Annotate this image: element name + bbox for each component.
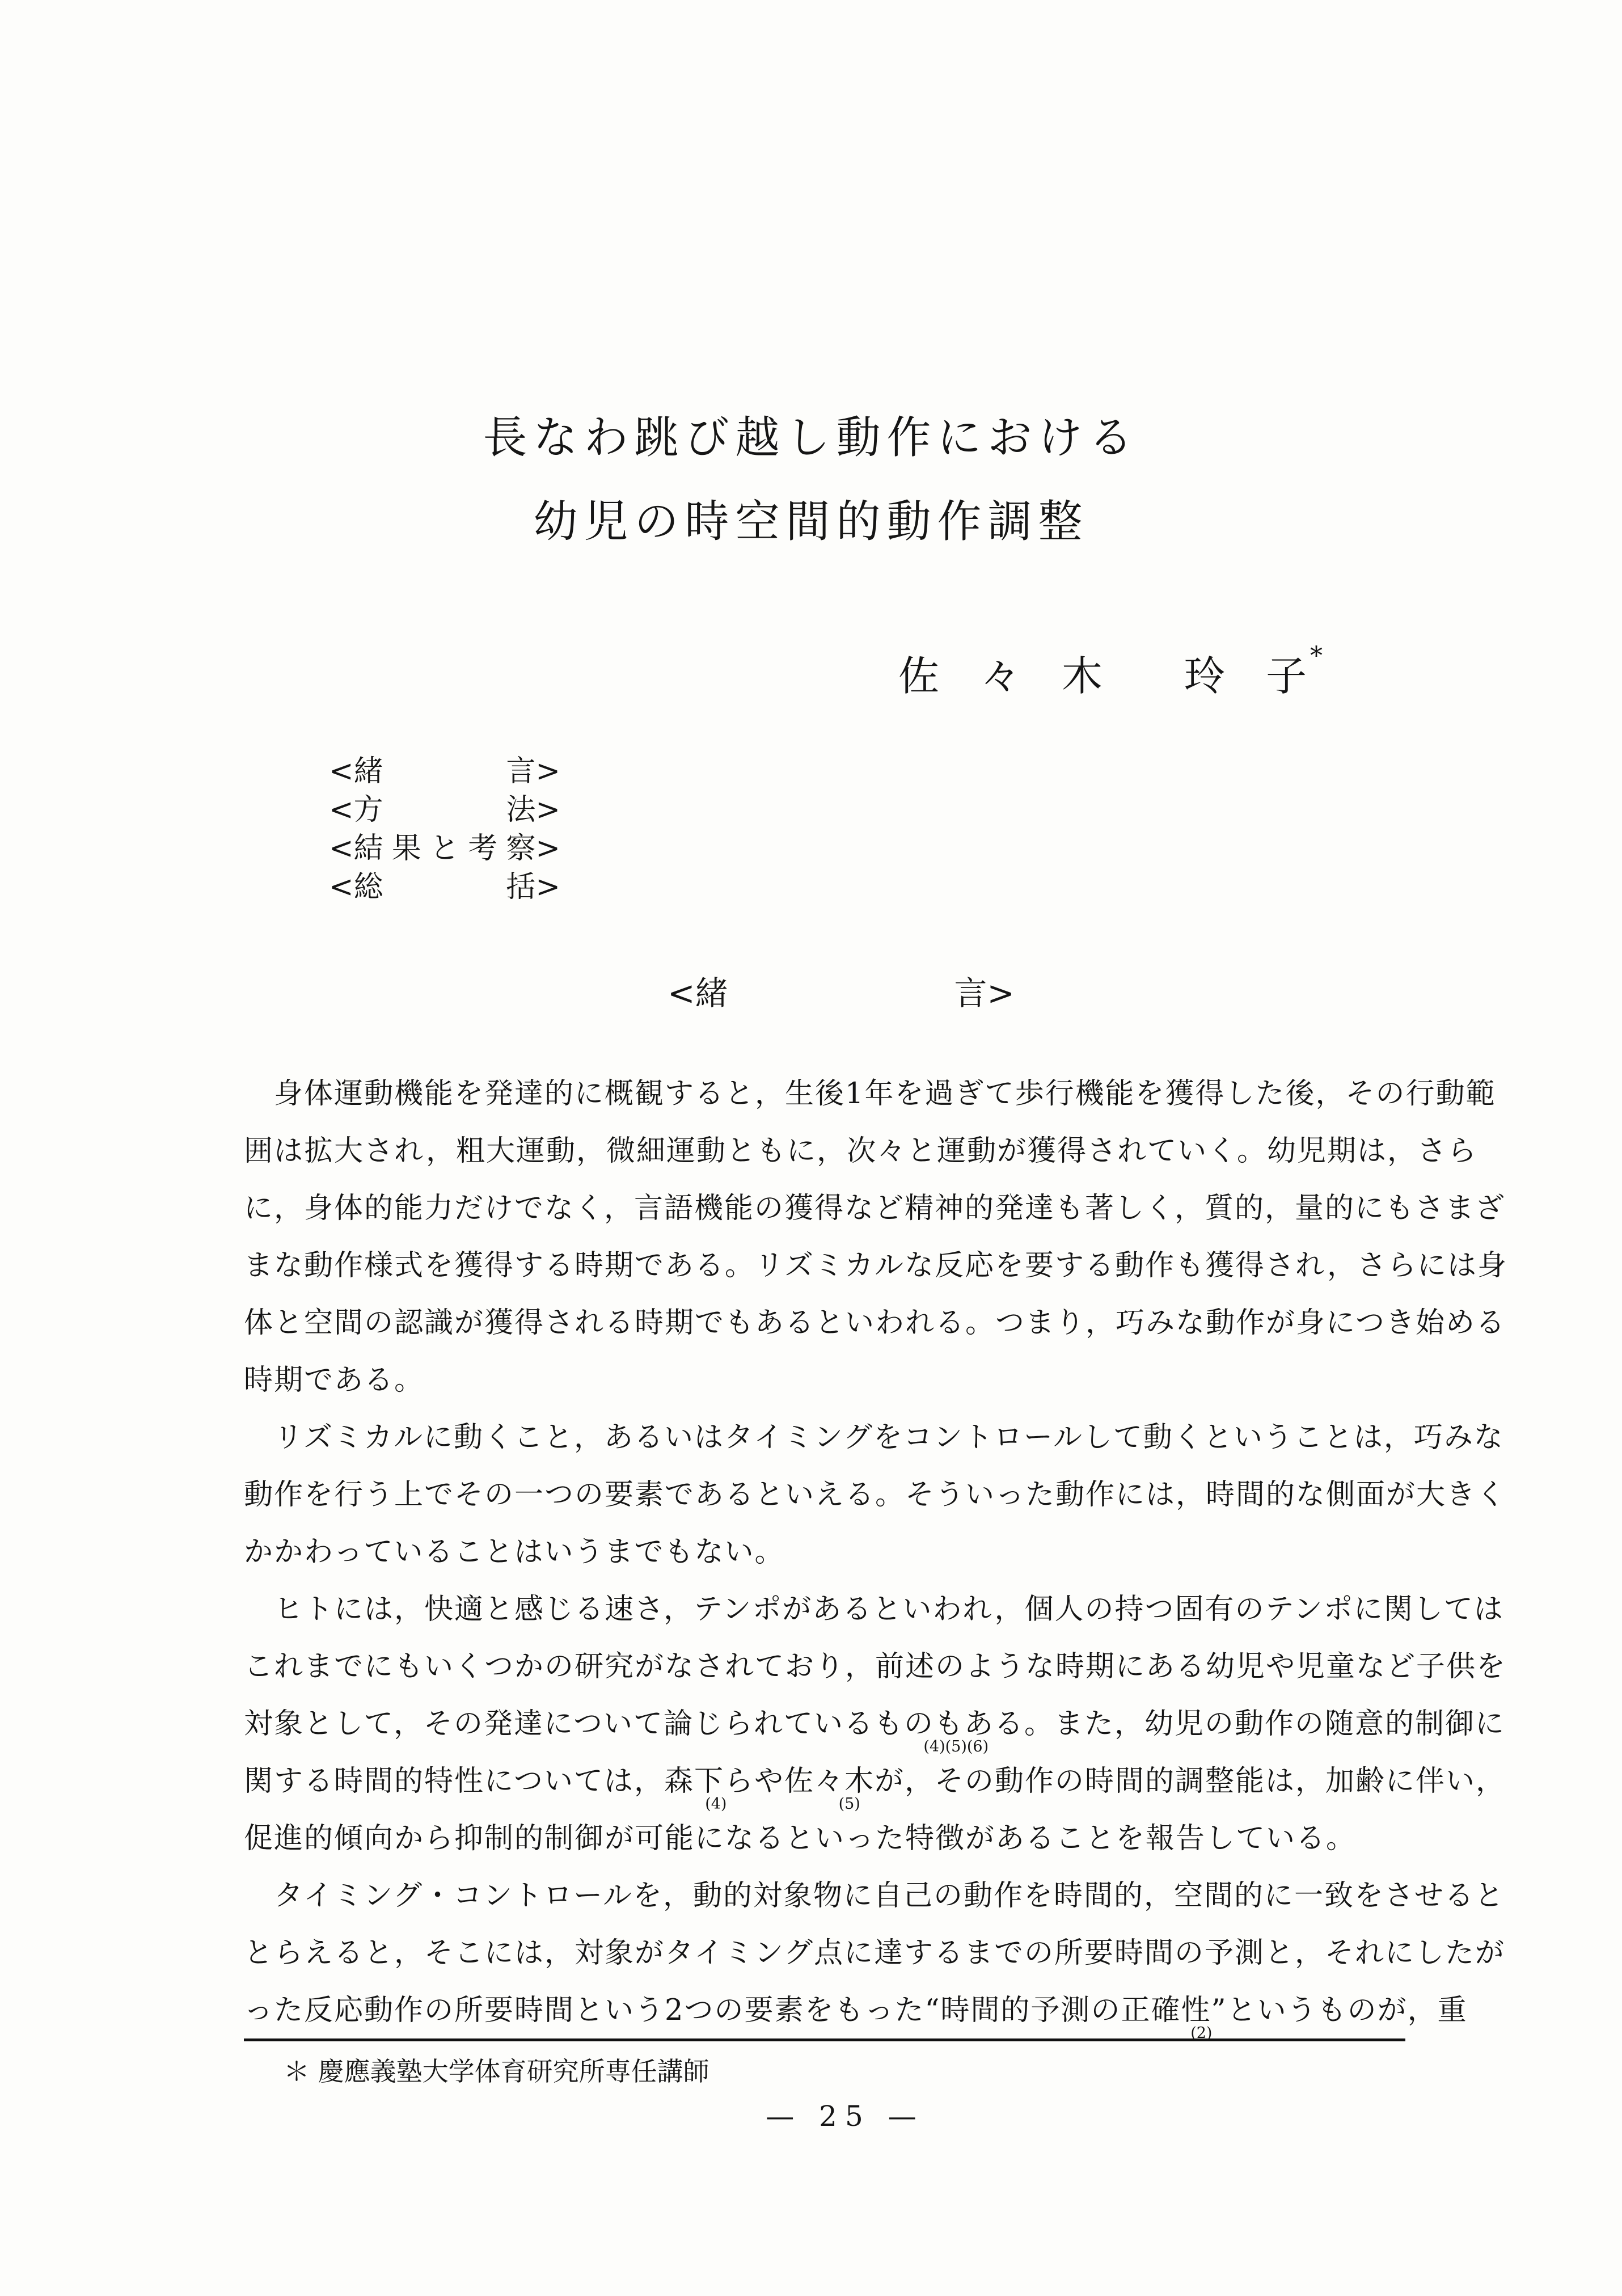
- page-number: — 25 —: [766, 2100, 924, 2133]
- toc-item-segment: 考: [468, 832, 498, 866]
- body-line: [244, 1471, 1507, 1528]
- title-block: [0, 396, 1622, 564]
- toc-item-summary: [329, 868, 560, 906]
- toc-item-introduction: [329, 752, 560, 791]
- toc-item-segment: と: [429, 832, 459, 866]
- author-affiliation-marker: *: [1310, 641, 1323, 670]
- reference-marker: (4): [705, 1795, 727, 1813]
- body-line-text: 動作を行う上でその一つの要素であるといえる。そういった動作には，時間的な側面が大きく: [244, 1478, 1507, 1512]
- section-heading-segment: <緒: [668, 974, 728, 1012]
- body-line-text: った反応動作の所要時間という2つの要素をもった“時間的予測の正確性”というものが，重: [244, 1994, 1468, 2027]
- section-heading-segment: 言>: [954, 974, 1015, 1012]
- body-line-text: これまでにもいくつかの研究がなされており，前述のような時期にある幼児や児童など子供を: [244, 1650, 1507, 1683]
- body-line-text: まな動作様式を獲得する時期である。リズミカルな反応を要する動作も獲得され，さらには身: [244, 1249, 1508, 1282]
- body-line-text: 対象として，その発達について論じられているものもある。また，幼児の動作の随意的制御に: [244, 1707, 1505, 1741]
- body-line: [244, 1814, 1458, 1872]
- toc-item-segment: 括>: [506, 870, 560, 904]
- body-line: [244, 1872, 1505, 1929]
- body-line-text: 促進的傾向から抑制的制御が可能になるといった特徴があることを報告している。: [244, 1822, 1357, 1855]
- body-line-text: ヒトには，快適と感じる速さ，テンポがあるといわれ，個人の持つ固有のテンポに関しては: [244, 1593, 1504, 1626]
- toc-item-segment: 察>: [506, 832, 560, 866]
- body-line: [244, 1643, 1507, 1700]
- footnote-rule: [244, 2038, 1405, 2041]
- body-line-text: タイミング・コントロールを，動的対象物に自己の動作を時間的，空間的に一致をさせると: [244, 1879, 1505, 1913]
- body-line: [244, 1986, 1468, 2044]
- body-line-text: かかわっていることはいうまでもない。: [244, 1535, 785, 1569]
- body-line: [244, 1757, 1506, 1814]
- body-line-text: 囲は拡大され，粗大運動，微細運動ともに，次々と運動が獲得されていく。幼児期は，さら: [244, 1134, 1478, 1168]
- body-line: [244, 1242, 1508, 1299]
- body-line-text: とらえると，そこには，対象がタイミング点に達するまでの所要時間の予測と，それにしたが: [244, 1936, 1505, 1970]
- body-line-text: に，身体的能力だけでなく，言語機能の獲得など精神的発達も著しく，質的，量的にもさまざ: [244, 1192, 1505, 1225]
- body-line: [244, 1929, 1505, 1986]
- body-line-text: 体と空間の認識が獲得される時期でもあるといわれる。つまり，巧みな動作が身につき始める: [244, 1306, 1506, 1340]
- body-line: [244, 1184, 1505, 1242]
- reference-marker: (2): [1190, 2024, 1213, 2042]
- author-name: [898, 631, 1323, 702]
- toc-item-segment: <方: [329, 793, 383, 827]
- toc-item-segment: <緒: [329, 754, 383, 788]
- footnote-affiliation: ＊ 慶應義塾大学体育研究所専任講師: [284, 2056, 709, 2087]
- toc-item-segment: 法>: [506, 793, 560, 827]
- body-line: [244, 1299, 1506, 1356]
- toc-item-segment: <総: [329, 870, 383, 904]
- body-line-text: 身体運動機能を発達的に概観すると，生後1年を過ぎて歩行機能を獲得した後，その行動範: [244, 1077, 1496, 1111]
- toc-item-segment: 果: [391, 832, 421, 866]
- body-line-text: リズミカルに動くこと，あるいはタイミングをコントロールして動くということは，巧みな: [244, 1421, 1504, 1454]
- body-line: [244, 1127, 1478, 1184]
- toc-item-segment: <結: [329, 832, 383, 866]
- body-text: [244, 1070, 1508, 2044]
- body-line: [244, 1528, 1458, 1585]
- reference-marker: (5): [838, 1795, 860, 1813]
- toc-item-segment: 言>: [506, 754, 560, 788]
- reference-marker: (4)(5)(6): [923, 1738, 989, 1755]
- table-of-contents: [329, 752, 560, 906]
- paper-title-line1: 長なわ跳び越し動作における: [483, 412, 1139, 463]
- body-line-text: 関する時間的特性については，森下らや佐々木が，その動作の時間的調整能は，加齢に伴い，: [244, 1765, 1506, 1798]
- section-heading-introduction: [668, 973, 1015, 1013]
- body-line: [244, 1413, 1504, 1471]
- toc-item-method: [329, 791, 560, 829]
- body-line: [244, 1700, 1505, 1757]
- body-line-text: 時期である。: [244, 1364, 425, 1397]
- body-line: [244, 1070, 1496, 1127]
- toc-item-results-discussion: [329, 829, 560, 868]
- author-name-text: 佐 々 木 玲 子: [898, 652, 1307, 700]
- body-line: [244, 1356, 1458, 1413]
- body-line: [244, 1585, 1504, 1643]
- paper-title-line2: 幼児の時空間的動作調整: [533, 496, 1089, 547]
